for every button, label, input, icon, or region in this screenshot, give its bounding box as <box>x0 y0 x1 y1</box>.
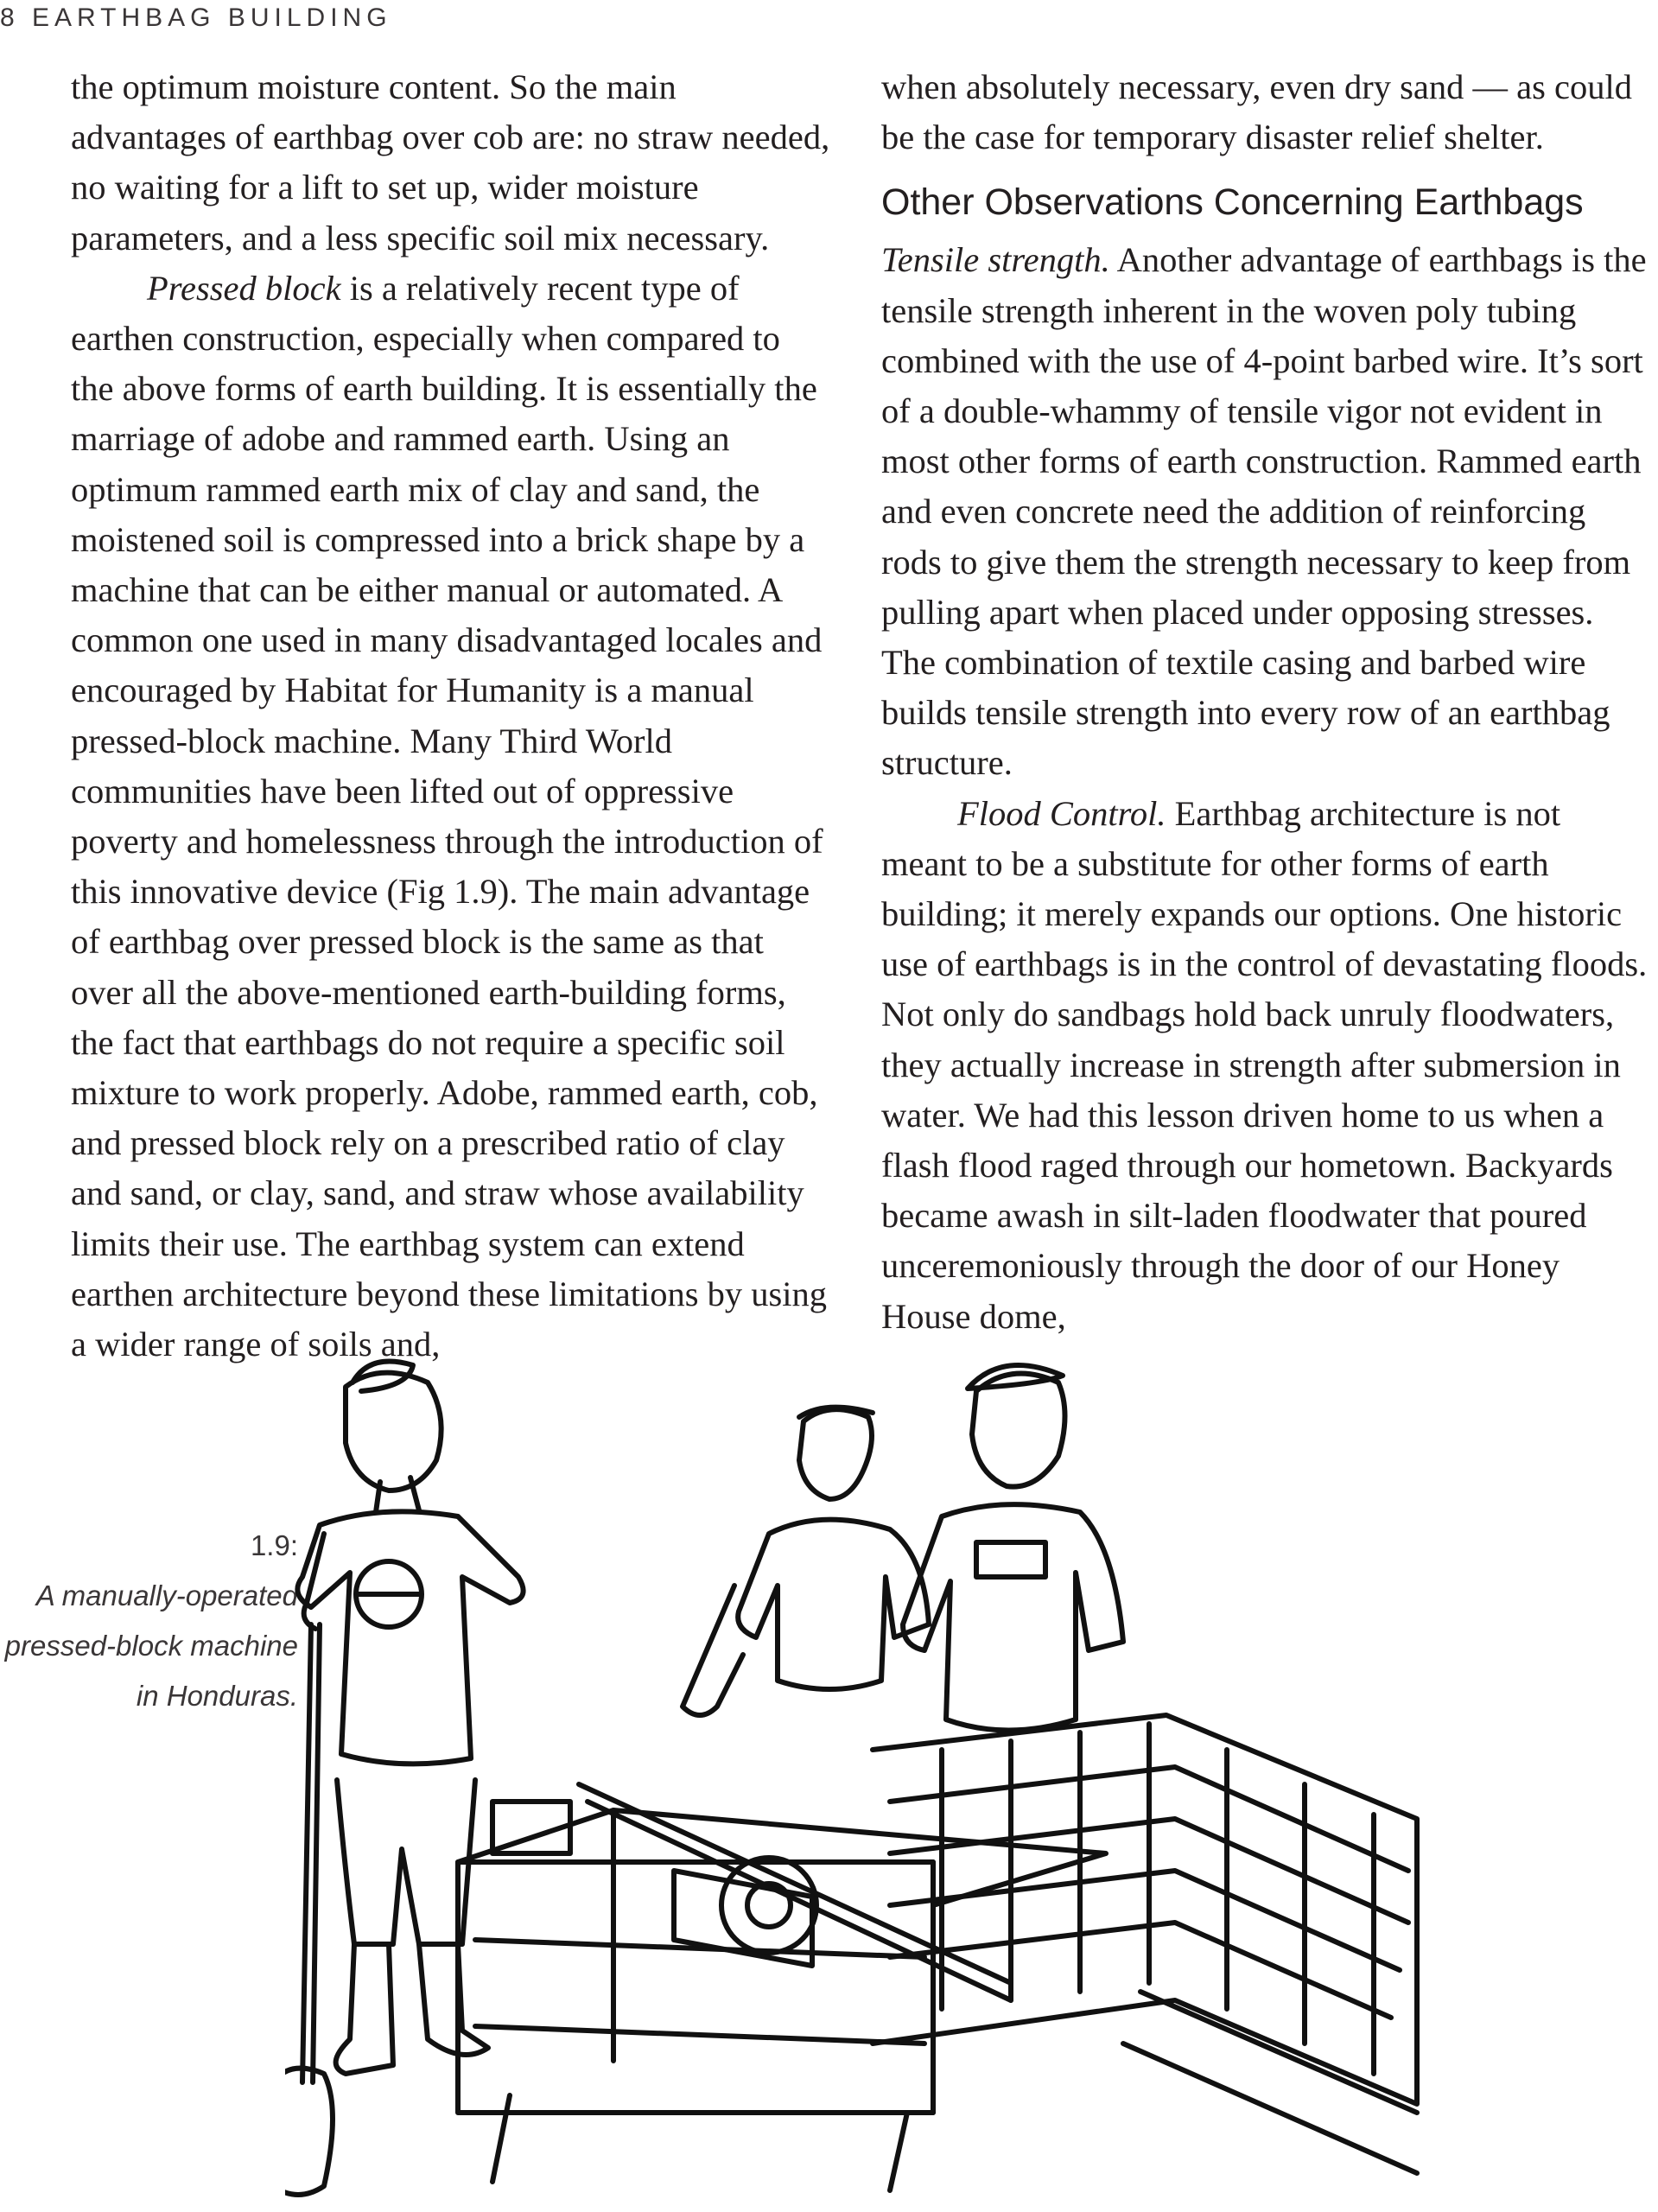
shovel-figure <box>285 1624 333 2195</box>
term-flood-control: Flood Control. <box>957 793 1166 833</box>
paragraph-flood-control <box>881 789 1650 1342</box>
block-stack-figure <box>873 1715 1417 2173</box>
term-tensile-strength: Tensile strength. <box>881 240 1110 280</box>
figure-caption-text: A manually-operated pressed-block machine in Honduras. <box>4 1580 298 1712</box>
paragraph-tensile-strength <box>881 235 1650 788</box>
paragraph-moisture: the optimum moisture content. So the main advantages of earthbag over cob are: no straw needed, no waiting for a lift to set up, wider moisture parameters, and a less specific soil mix necessary. <box>71 67 830 257</box>
figure-number: 1.9: <box>250 1529 298 1561</box>
paragraph-flood-control-text: Earthbag architecture is not meant to be a substitute for other forms of earth building; it merely expands our options. One historic use of earthbags is in the control of devastating floods. Not only do sandbags hold back unruly floodwaters, they actually increase in strength after submersion in water. We had this lesson driven home to us when a flash flood raged through our hometown. Backyards became awash in silt-laden floodwater that poured unceremoniously through the door of our Honey House dome, <box>881 793 1648 1336</box>
worker-left-figure <box>297 1362 523 2075</box>
pressed-block-machine-illustration <box>285 1335 1658 2212</box>
paragraph-dry-sand: when absolutely necessary, even dry sand — as could be the case for temporary disaster relief shelter. <box>881 67 1632 157</box>
paragraph-tensile-strength-text: Another advantage of earthbags is the tensile strength inherent in the woven poly tubing combined with the use of 4-point barbed wire. It’s sort of a double-whammy of tensile vigor not evident in most other forms of earth construction. Rammed earth and even concrete need the addition of reinforcing rods to give them the strength necessary to keep from pulling apart when placed under opposing stresses. The combination of textile casing and barbed wire builds tensile strength into every row of an earthbag structure. <box>881 240 1647 783</box>
paragraph-pressed-block <box>71 264 831 1370</box>
term-pressed-block: Pressed block <box>147 268 341 308</box>
section-heading: Other Observations Concerning Earthbags <box>881 181 1584 224</box>
paragraph-pressed-block-text: is a relatively recent type of earthen construction, especially when compared to the above forms of earth building. It is essentially the marriage of adobe and rammed earth. Using an optimum rammed earth mix of clay and sand, the moistened soil is compressed into a brick shape by a machine that can be either manual or automated. A common one used in many disadvantaged locales and encouraged by Habitat for Humanity is a manual pressed-block machine. Many Third World communities have been lifted out of oppressive poverty and homelessness through the introduction of this innovative device (Fig 1.9). The main advantage of earthbag over pressed block is the same as that over all the above-mentioned earth-building forms, the fact that earthbags do not require a specific soil mixture to work properly. Adobe, rammed earth, cob, and pressed block rely on a prescribed ratio of clay and sand, or clay, sand, and straw whose availability limits their use. The earthbag system can extend earthen architecture beyond these limitations by using a wider range of soils and, <box>71 268 827 1364</box>
worker-right-figure <box>903 1365 1123 1731</box>
right-column <box>881 62 1650 1342</box>
left-column <box>71 62 831 1370</box>
running-head: 8 EARTHBAG BUILDING <box>0 3 392 32</box>
worker-middle-figure <box>683 1408 929 1715</box>
figure-caption <box>0 1521 298 1721</box>
